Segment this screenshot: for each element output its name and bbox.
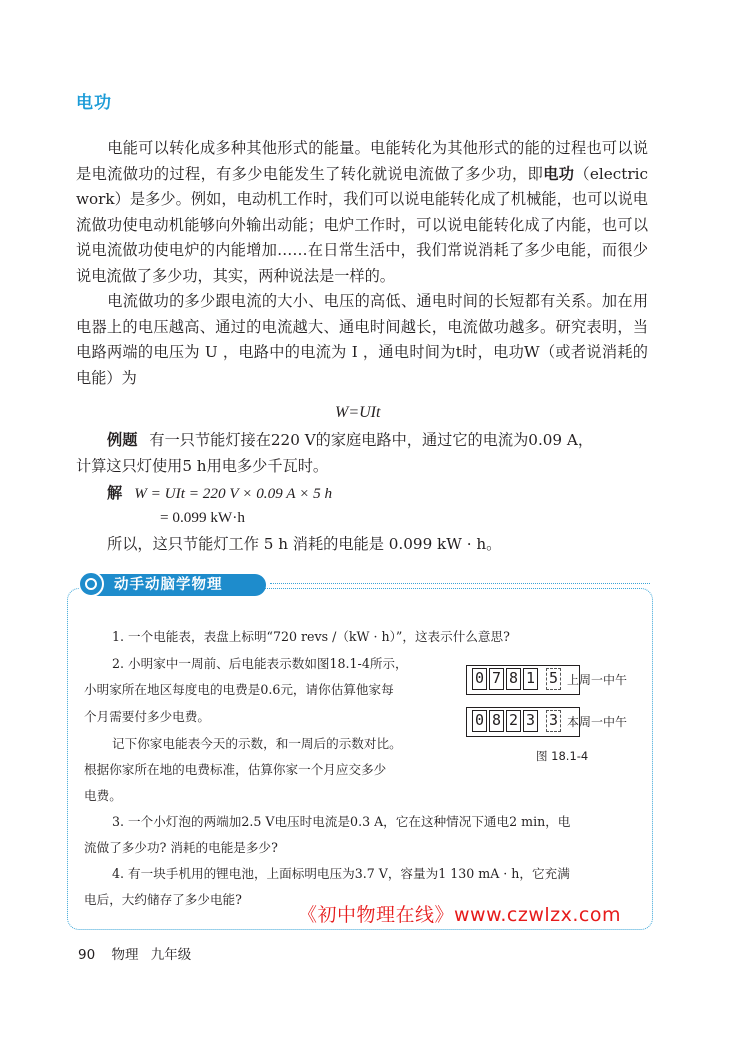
meter-last-week — [472, 668, 627, 690]
meter-label-last-week: 上周一中午 — [567, 672, 628, 687]
solution-equation: W = UIt = 220 V × 0.09 A × 5 h — [134, 485, 333, 502]
question-3-line-a: 3. 一个小灯泡的两端加2.5 V电压时电流是0.3 A，它在这种情况下通电2 min，电 — [112, 814, 571, 829]
paragraph-work-factors — [76, 289, 648, 391]
term-electric-work: 电功 — [543, 164, 575, 183]
page-footer — [78, 943, 191, 963]
solution-line-1 — [107, 481, 332, 506]
para1-text-a: 电能可以转化成多种其他形式的能量。电能转化为其他形式的能的过程也可以说是电流做功的过程，有多少电能发生了转化就说电流做了多少功，即 — [76, 139, 648, 183]
question-2-line-d: 记下你家电能表今天的示数，和一周后的示数对比。 — [112, 736, 402, 751]
figure-caption: 图 18.1-4 — [536, 749, 589, 763]
question-2-line-e: 根据你家所在地的电费标准，估算你家一个月应交多少 — [84, 762, 387, 777]
example-line-2: 计算这只灯使用5 h用电多少千瓦时。 — [76, 457, 329, 475]
question-4-line-a: 4. 有一块手机用的锂电池，上面标明电压为3.7 V，容量为1 130 mA · h，它充满 — [112, 866, 570, 881]
meter-digit: 8 — [506, 668, 521, 690]
activity-title: 动手动脑学物理 — [114, 577, 223, 593]
page-number: 90 — [78, 947, 96, 963]
meter-digit: 3 — [523, 710, 538, 732]
formula-wuit: W=UIt — [335, 404, 381, 421]
question-3-line-b: 流做了多少功? 消耗的电能是多少? — [84, 840, 278, 855]
meter-digit: 7 — [489, 668, 504, 690]
meter-digit: 2 — [506, 710, 521, 732]
meter-this-week — [472, 710, 627, 732]
footer-subject: 物理 — [111, 947, 139, 963]
question-2-line-a: 2. 小明家中一周前、后电能表示数如图18.1-4所示， — [112, 656, 408, 671]
solution-line-2: = 0.099 kW·h — [160, 509, 245, 526]
question-4-line-b: 电后，大约储存了多少电能? — [84, 892, 242, 907]
solution-conclusion: 所以，这只节能灯工作 5 h 消耗的电能是 0.099 kW · h。 — [107, 535, 502, 553]
target-icon — [78, 571, 104, 597]
meter-digit: 0 — [472, 710, 487, 732]
meter-decimal-digit: 3 — [546, 710, 561, 732]
solution-label: 解 — [107, 484, 123, 502]
activity-header-divider — [270, 583, 650, 584]
question-1: 1. 一个电能表，表盘上标明“720 revs /（kW · h）”，这表示什么意思? — [112, 629, 510, 644]
question-2-line-b: 小明家所在地区每度电的电费是0.6元，请你估算他家每 — [84, 682, 394, 697]
footer-grade: 九年级 — [150, 947, 192, 963]
meter-decimal-digit: 5 — [546, 668, 561, 690]
question-2-line-c: 个月需要付多少电费。 — [84, 709, 210, 724]
meter-digit: 0 — [472, 668, 487, 690]
meter-label-this-week: 本周一中午 — [567, 714, 628, 729]
section-title: 电功 — [76, 93, 112, 113]
example-line-1 — [107, 428, 593, 452]
paragraph-electric-work — [76, 136, 648, 289]
watermark: 《初中物理在线》www.czwlzx.com — [298, 904, 621, 926]
para1-text-b: （electric work）是多少。例如，电动机工作时，我们可以说电能转化成了机械能，也可以说电流做功使电动机能够向外输出动能；电炉工作时，可以说电能转化成了内能，也可以说电流做功使电炉的内能增加……在日常生活中，我们常说消耗了多少电能，而很少说电流做了多少功，其实，两种说法是一样的。 — [76, 164, 648, 285]
meter-digit: 1 — [523, 668, 538, 690]
example-text: 有一只节能灯接在220 V的家庭电路中，通过它的电流为0.09 A， — [149, 431, 594, 449]
question-2-line-f: 电费。 — [84, 788, 122, 803]
example-label: 例题 — [107, 431, 138, 449]
meter-digit: 8 — [489, 710, 504, 732]
para2-text: 电流做功的多少跟电流的大小、电压的高低、通电时间的长短都有关系。加在用电器上的电压越高、通过的电流越大、通电时间越长，电流做功越多。研究表明，当电路两端的电压为 U ，电路中的电流为 I ，通电时间为t时，电功W（或者说消耗的电能）为 — [76, 292, 648, 387]
